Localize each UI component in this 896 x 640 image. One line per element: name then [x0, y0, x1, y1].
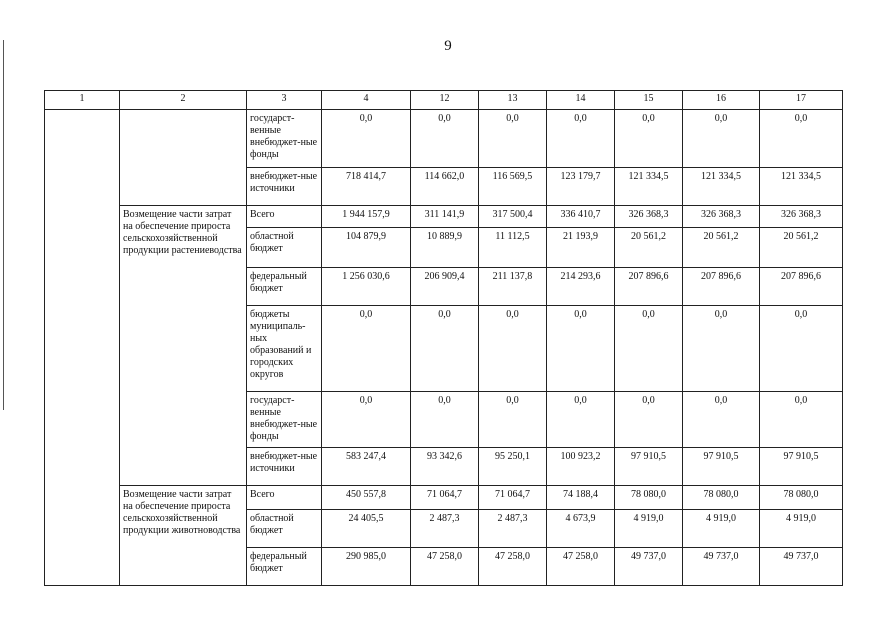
funding-source-cell: областной бюджет: [247, 510, 322, 548]
value-cell: 100 923,2: [547, 448, 615, 486]
column-header: 14: [547, 91, 615, 110]
column-1-cell: [45, 110, 120, 586]
funding-source-cell: внебюджет-ные источники: [247, 168, 322, 206]
value-cell: 4 919,0: [615, 510, 683, 548]
value-cell: 211 137,8: [479, 268, 547, 306]
value-cell: 0,0: [322, 392, 411, 448]
value-cell: 95 250,1: [479, 448, 547, 486]
value-cell: 2 487,3: [411, 510, 479, 548]
value-cell: 10 889,9: [411, 228, 479, 268]
value-cell: 20 561,2: [683, 228, 760, 268]
funding-source-cell: внебюджет-ные источники: [247, 448, 322, 486]
value-cell: 47 258,0: [411, 548, 479, 586]
value-cell: 49 737,0: [683, 548, 760, 586]
value-cell: 450 557,8: [322, 486, 411, 510]
measure-name-cell: Возмещение части затрат на обеспечение прироста сельскохозяйственной продукции животноводства: [120, 486, 247, 586]
value-cell: 21 193,9: [547, 228, 615, 268]
value-cell: 326 368,3: [615, 206, 683, 228]
table-header: [45, 91, 843, 110]
value-cell: 4 919,0: [683, 510, 760, 548]
funding-source-cell: Всего: [247, 486, 322, 510]
value-cell: 336 410,7: [547, 206, 615, 228]
value-cell: 290 985,0: [322, 548, 411, 586]
value-cell: 326 368,3: [683, 206, 760, 228]
funding-source-cell: федеральный бюджет: [247, 268, 322, 306]
value-cell: 97 910,5: [760, 448, 843, 486]
column-header: 13: [479, 91, 547, 110]
scan-edge-line: [3, 40, 4, 410]
funding-source-cell: государст-венные внебюджет-ные фонды: [247, 392, 322, 448]
value-cell: 97 910,5: [683, 448, 760, 486]
value-cell: 11 112,5: [479, 228, 547, 268]
value-cell: 121 334,5: [615, 168, 683, 206]
value-cell: 214 293,6: [547, 268, 615, 306]
value-cell: 4 673,9: [547, 510, 615, 548]
value-cell: 0,0: [683, 306, 760, 392]
column-header: 2: [120, 91, 247, 110]
value-cell: 718 414,7: [322, 168, 411, 206]
funding-source-cell: федеральный бюджет: [247, 548, 322, 586]
value-cell: 0,0: [547, 392, 615, 448]
value-cell: 114 662,0: [411, 168, 479, 206]
column-header: 1: [45, 91, 120, 110]
value-cell: 0,0: [760, 306, 843, 392]
value-cell: 0,0: [615, 392, 683, 448]
value-cell: 93 342,6: [411, 448, 479, 486]
table-row: [45, 486, 843, 510]
value-cell: 20 561,2: [615, 228, 683, 268]
value-cell: 206 909,4: [411, 268, 479, 306]
value-cell: 311 141,9: [411, 206, 479, 228]
value-cell: 47 258,0: [479, 548, 547, 586]
value-cell: 1 944 157,9: [322, 206, 411, 228]
value-cell: 0,0: [322, 306, 411, 392]
funding-source-cell: Всего: [247, 206, 322, 228]
value-cell: 78 080,0: [760, 486, 843, 510]
value-cell: 0,0: [411, 110, 479, 168]
value-cell: 326 368,3: [760, 206, 843, 228]
measure-name-cell: [120, 110, 247, 206]
funding-source-cell: государст-венные внебюджет-ные фонды: [247, 110, 322, 168]
column-header: 4: [322, 91, 411, 110]
value-cell: 207 896,6: [683, 268, 760, 306]
value-cell: 0,0: [411, 306, 479, 392]
column-header: 3: [247, 91, 322, 110]
value-cell: 24 405,5: [322, 510, 411, 548]
page-number: 9: [444, 38, 452, 54]
value-cell: 0,0: [479, 110, 547, 168]
value-cell: 0,0: [479, 306, 547, 392]
value-cell: 0,0: [683, 392, 760, 448]
value-cell: 1 256 030,6: [322, 268, 411, 306]
value-cell: 71 064,7: [411, 486, 479, 510]
column-header: 15: [615, 91, 683, 110]
value-cell: 49 737,0: [760, 548, 843, 586]
value-cell: 20 561,2: [760, 228, 843, 268]
value-cell: 0,0: [760, 392, 843, 448]
table-row: [45, 206, 843, 228]
value-cell: 74 188,4: [547, 486, 615, 510]
value-cell: 78 080,0: [615, 486, 683, 510]
value-cell: 207 896,6: [760, 268, 843, 306]
value-cell: 121 334,5: [683, 168, 760, 206]
value-cell: 0,0: [683, 110, 760, 168]
column-header: 17: [760, 91, 843, 110]
column-header: 12: [411, 91, 479, 110]
column-header: 16: [683, 91, 760, 110]
value-cell: 116 569,5: [479, 168, 547, 206]
value-cell: 78 080,0: [683, 486, 760, 510]
value-cell: 121 334,5: [760, 168, 843, 206]
value-cell: 583 247,4: [322, 448, 411, 486]
value-cell: 317 500,4: [479, 206, 547, 228]
measure-name-cell: Возмещение части затрат на обеспечение прироста сельскохозяйственной продукции растениеводства: [120, 206, 247, 486]
value-cell: 123 179,7: [547, 168, 615, 206]
value-cell: 49 737,0: [615, 548, 683, 586]
value-cell: 0,0: [411, 392, 479, 448]
funding-source-cell: областной бюджет: [247, 228, 322, 268]
value-cell: 71 064,7: [479, 486, 547, 510]
budget-table: [44, 90, 843, 586]
value-cell: 104 879,9: [322, 228, 411, 268]
table-body: [45, 110, 843, 586]
value-cell: 0,0: [615, 306, 683, 392]
value-cell: 0,0: [760, 110, 843, 168]
value-cell: 47 258,0: [547, 548, 615, 586]
value-cell: 4 919,0: [760, 510, 843, 548]
header-row: [45, 91, 843, 110]
table-row: [45, 110, 843, 168]
value-cell: 0,0: [547, 306, 615, 392]
value-cell: 2 487,3: [479, 510, 547, 548]
value-cell: 97 910,5: [615, 448, 683, 486]
value-cell: 0,0: [479, 392, 547, 448]
funding-source-cell: бюджеты муниципаль-ных образований и городских округов: [247, 306, 322, 392]
value-cell: 0,0: [615, 110, 683, 168]
value-cell: 207 896,6: [615, 268, 683, 306]
value-cell: 0,0: [547, 110, 615, 168]
value-cell: 0,0: [322, 110, 411, 168]
